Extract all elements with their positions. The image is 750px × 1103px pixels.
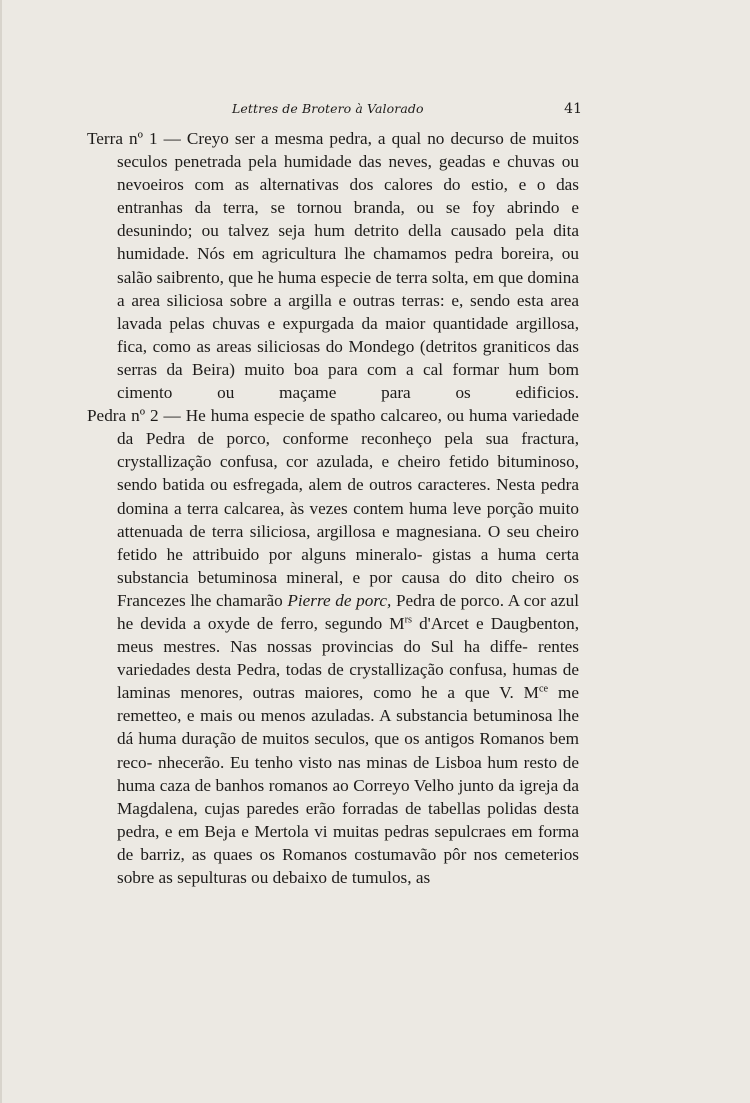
entry-text: — Creyo ser a mesma pedra, a qual no decurso de muitos seculos penetrada pela humidade das neves, geadas e chuvas ou nevoeiros com as alternativas dos calores do estio, e o das entranhas da terra, se tornou branda, ou se foy abrindo e desunindo; ou talvez seja hum detrito della causado pela dita humidade. Nós em agricultura lhe chamamos pedra boreira, ou salão saibrento, que he huma especie de terra solta, em que domina a area siliciosa sobre a argilla e outras terras: e, sendo esta area lavada pelas chuvas e expurgada da maior quantidade argillosa, fica, como as areas siliciosas do Mondego (detritos graniticos das serras da Beira) muito boa para com a cal formar hum bom cimento ou maçame para os edificios.	[117, 129, 579, 403]
entry-paragraph	[87, 404, 579, 889]
body-text	[87, 127, 579, 889]
running-title: Lettres de Brotero à Valorado	[232, 101, 424, 116]
page-header	[87, 101, 582, 121]
entry-pedra-2	[87, 404, 579, 889]
entry-text: me remetteo, e mais ou menos azuladas. A substancia betuminosa lhe dá huma duração de muitos seculos, que os antigos Romanos bem reco- nhecerão. Eu tenho visto nas minas de Lisboa hum resto de huma caza de banhos romanos ao Correyo Velho junto da igreja da Magdalena, cujas paredes erão forradas de tabellas polidas desta pedra, e em Beja e Mertola vi muitas pedras sepulcraes em forma de barriz, as quaes os Romanos costumavão pôr nos cemeterios sobre as sepulturas ou debaixo de tumulos, as	[117, 683, 579, 887]
entry-text: Pedra de porco. A cor azul he devida a oxyde de ferro, segundo M	[117, 590, 579, 633]
entry-text: — He huma especie de spatho calcareo, ou huma variedade da Pedra de porco, conforme reconheço pela sua fractura, crystallização confusa, cor azulada, e cheiro fetido bituminoso, sendo batida ou esfregada, alem de outros caracteres. Nesta pedra domina a terra calcarea, às vezes contem huma leve porção muito attenuada de terra siliciosa, argillosa e magnesiana. O seu cheiro fetido he attribuido por alguns mineralo- gistas a huma certa substancia betuminosa mineral, e por causa do dito cheiro os Francezes lhe chamarão	[117, 406, 579, 610]
entry-label: Pedra nº 2	[87, 406, 159, 426]
entry-paragraph	[87, 127, 579, 404]
superscript: rs	[404, 614, 413, 626]
page-number: 41	[564, 101, 582, 117]
italic-term: Pierre de porc,	[287, 590, 392, 610]
entry-label: Terra nº 1	[87, 129, 158, 148]
entry-terra-1	[87, 127, 579, 404]
entry-text: d'Arcet e Daugbenton, meus mestres. Nas nossas provincias do Sul ha diffe- rentes variedades desta Pedra, todas de crystallização confusa, humas de laminas menores, outras maiores, como he a que V. M	[117, 613, 580, 703]
superscript: ce	[538, 683, 549, 695]
